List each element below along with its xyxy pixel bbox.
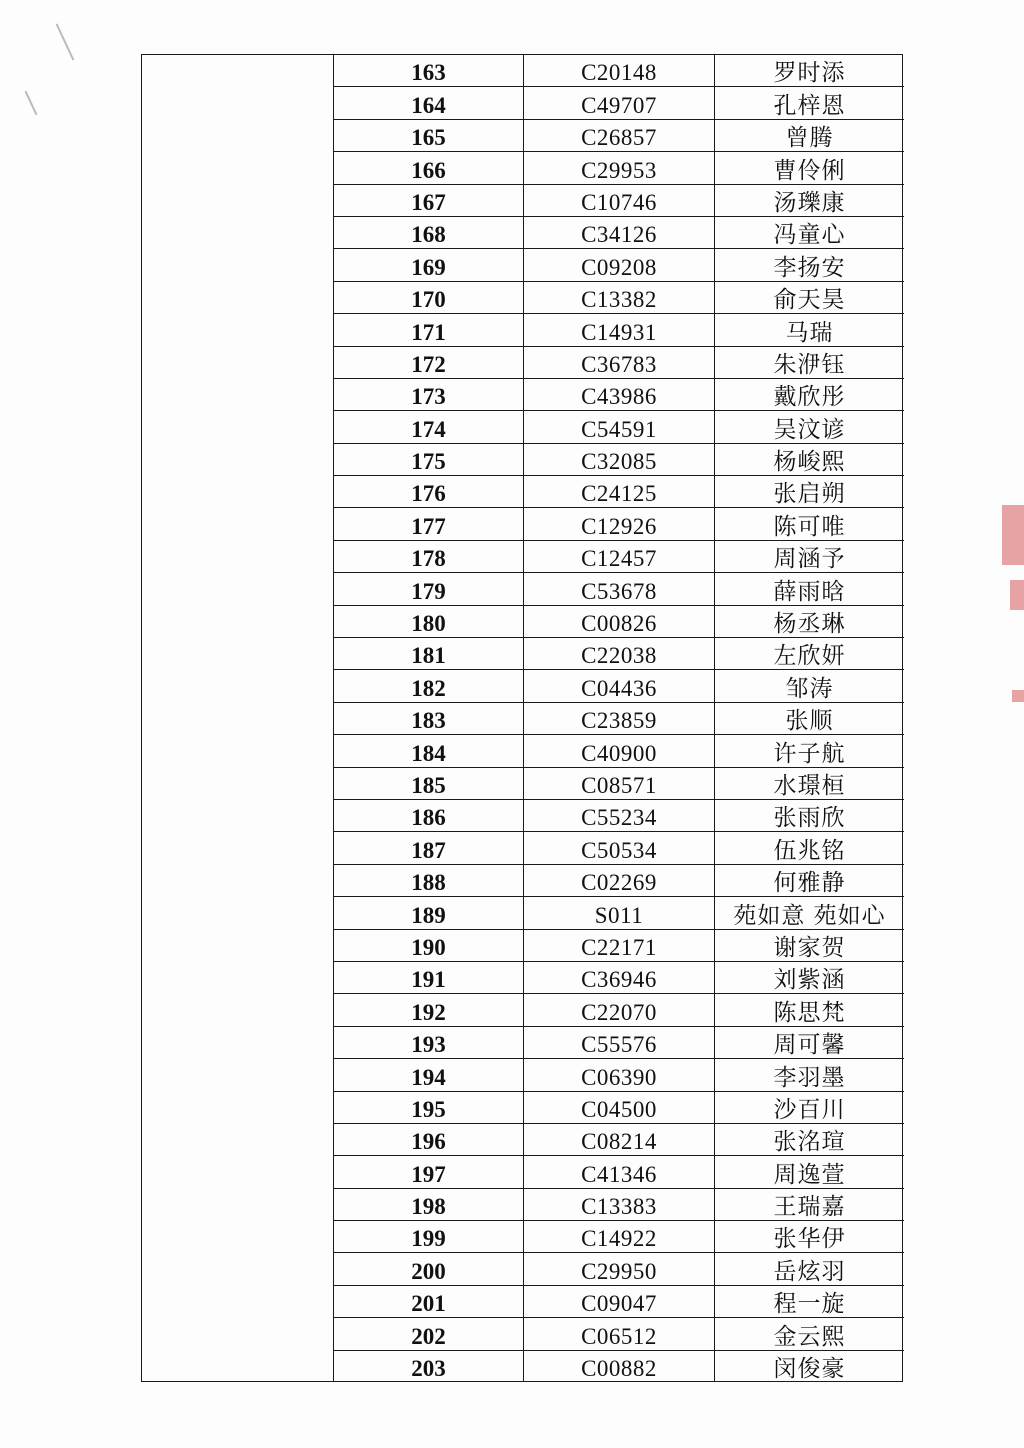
row-id: C55576 (524, 1026, 715, 1058)
table-row (334, 605, 904, 637)
row-id: C06390 (524, 1059, 715, 1091)
table-row (334, 1285, 904, 1317)
row-number: 177 (334, 508, 524, 540)
row-id: C22038 (524, 638, 715, 670)
seal-fragment (1012, 690, 1024, 702)
table-row (334, 961, 904, 993)
row-number: 176 (334, 476, 524, 508)
row-id: C40900 (524, 735, 715, 767)
table-row (334, 152, 904, 184)
row-id: C09047 (524, 1285, 715, 1317)
row-name: 何雅静 (715, 864, 905, 896)
row-id: C22171 (524, 929, 715, 961)
row-name: 薛雨晗 (715, 573, 905, 605)
table-row (334, 411, 904, 443)
row-name: 杨峻熙 (715, 443, 905, 475)
table-row (334, 314, 904, 346)
row-name: 俞天昊 (715, 281, 905, 313)
row-id: C23859 (524, 702, 715, 734)
row-id: C29950 (524, 1253, 715, 1285)
row-id: C09208 (524, 249, 715, 281)
table-row (334, 87, 904, 119)
table-row (334, 832, 904, 864)
row-number: 183 (334, 702, 524, 734)
row-number: 189 (334, 897, 524, 929)
table-row (334, 670, 904, 702)
seal-fragment (1002, 505, 1024, 565)
row-number: 166 (334, 152, 524, 184)
table-row (334, 799, 904, 831)
row-id: C12457 (524, 540, 715, 572)
table-row (334, 1156, 904, 1188)
table-row (334, 346, 904, 378)
row-number: 197 (334, 1156, 524, 1188)
table-row (334, 476, 904, 508)
row-name: 朱洢钰 (715, 346, 905, 378)
row-number: 173 (334, 378, 524, 410)
row-name: 许子航 (715, 735, 905, 767)
row-name: 周涵予 (715, 540, 905, 572)
row-id: C41346 (524, 1156, 715, 1188)
row-id: C36783 (524, 346, 715, 378)
row-id: C54591 (524, 411, 715, 443)
row-number: 198 (334, 1188, 524, 1220)
row-number: 187 (334, 832, 524, 864)
table-row (334, 767, 904, 799)
row-number: 200 (334, 1253, 524, 1285)
row-id: C29953 (524, 152, 715, 184)
row-id: C00826 (524, 605, 715, 637)
table-row (334, 184, 904, 216)
row-number: 165 (334, 119, 524, 151)
merged-category-cell (142, 55, 334, 1381)
table-row (334, 443, 904, 475)
row-number: 190 (334, 929, 524, 961)
row-name: 张启朔 (715, 476, 905, 508)
row-name: 邹涛 (715, 670, 905, 702)
table-row (334, 119, 904, 151)
row-name: 张顺 (715, 702, 905, 734)
row-id: C04436 (524, 670, 715, 702)
row-name: 马瑞 (715, 314, 905, 346)
table-row (334, 249, 904, 281)
row-name: 张雨欣 (715, 799, 905, 831)
row-number: 180 (334, 605, 524, 637)
row-id: C24125 (524, 476, 715, 508)
row-id: C14922 (524, 1221, 715, 1253)
row-name: 冯童心 (715, 216, 905, 248)
row-name: 汤瓅康 (715, 184, 905, 216)
row-number: 199 (334, 1221, 524, 1253)
scan-artifact (56, 23, 75, 60)
row-id: C02269 (524, 864, 715, 896)
table-row (334, 994, 904, 1026)
row-number: 191 (334, 961, 524, 993)
row-id: C13383 (524, 1188, 715, 1220)
row-number: 203 (334, 1350, 524, 1382)
row-number: 196 (334, 1123, 524, 1155)
row-number: 185 (334, 767, 524, 799)
row-name: 杨丞琳 (715, 605, 905, 637)
row-id: C36946 (524, 961, 715, 993)
row-id: C32085 (524, 443, 715, 475)
row-name: 李羽墨 (715, 1059, 905, 1091)
table-row (334, 864, 904, 896)
row-number: 194 (334, 1059, 524, 1091)
row-id: C13382 (524, 281, 715, 313)
table-row (334, 638, 904, 670)
row-number: 193 (334, 1026, 524, 1058)
table-row (334, 573, 904, 605)
row-name: 孔梓恩 (715, 87, 905, 119)
row-number: 195 (334, 1091, 524, 1123)
row-number: 192 (334, 994, 524, 1026)
row-name: 谢家贺 (715, 929, 905, 961)
row-id: C53678 (524, 573, 715, 605)
row-name: 李扬安 (715, 249, 905, 281)
row-number: 178 (334, 540, 524, 572)
table-row (334, 1318, 904, 1350)
row-id: S011 (524, 897, 715, 929)
row-number: 168 (334, 216, 524, 248)
row-name: 周逸萱 (715, 1156, 905, 1188)
table-row (334, 1350, 904, 1382)
row-name: 金云熙 (715, 1318, 905, 1350)
roster-table (141, 54, 903, 1382)
table-row (334, 735, 904, 767)
row-id: C34126 (524, 216, 715, 248)
row-id: C20148 (524, 55, 715, 87)
row-name: 左欣妍 (715, 638, 905, 670)
row-name: 刘紫涵 (715, 961, 905, 993)
row-id: C14931 (524, 314, 715, 346)
row-name: 周可馨 (715, 1026, 905, 1058)
row-name: 陈可唯 (715, 508, 905, 540)
row-name: 闵俊豪 (773, 1356, 846, 1383)
row-id: C43986 (524, 378, 715, 410)
seal-fragment (1010, 580, 1024, 610)
table-row (334, 1188, 904, 1220)
row-name: 程一旋 (715, 1285, 905, 1317)
row-id: C00882 (524, 1350, 715, 1382)
row-number: 171 (334, 314, 524, 346)
table-row (334, 378, 904, 410)
row-id: C26857 (524, 119, 715, 151)
row-name: 水璟桓 (715, 767, 905, 799)
row-name: 曾腾 (715, 119, 905, 151)
table-row (334, 1221, 904, 1253)
row-id: C06512 (524, 1318, 715, 1350)
row-number: 186 (334, 799, 524, 831)
scan-artifact (25, 91, 38, 115)
row-name: 苑如意 苑如心 (715, 897, 905, 929)
table-row (334, 508, 904, 540)
row-id: C55234 (524, 799, 715, 831)
row-number: 202 (334, 1318, 524, 1350)
table-row (334, 1059, 904, 1091)
row-number: 188 (334, 864, 524, 896)
row-id: C49707 (524, 87, 715, 119)
row-id: C04500 (524, 1091, 715, 1123)
row-number: 175 (334, 443, 524, 475)
table-row (334, 281, 904, 313)
row-number: 167 (334, 184, 524, 216)
row-number: 169 (334, 249, 524, 281)
table-row (334, 1123, 904, 1155)
table-row (334, 540, 904, 572)
row-name: 张洺瑄 (715, 1123, 905, 1155)
row-id: C50534 (524, 832, 715, 864)
row-name: 王瑞嘉 (715, 1188, 905, 1220)
table-row (334, 216, 904, 248)
row-number: 201 (334, 1285, 524, 1317)
row-number: 174 (334, 411, 524, 443)
row-id: C12926 (524, 508, 715, 540)
row-number: 163 (334, 55, 524, 87)
row-number: 179 (334, 573, 524, 605)
table-row (334, 1091, 904, 1123)
row-id: C10746 (524, 184, 715, 216)
row-name: 曹伶俐 (715, 152, 905, 184)
row-number: 172 (334, 346, 524, 378)
row-name: 岳炫羽 (715, 1253, 905, 1285)
row-name: 戴欣彤 (715, 378, 905, 410)
table-row (334, 929, 904, 961)
row-number: 170 (334, 281, 524, 313)
row-name: 陈思梵 (715, 994, 905, 1026)
table-row (334, 897, 904, 929)
row-number: 164 (334, 87, 524, 119)
row-name: 罗时添 (715, 55, 905, 87)
row-number: 181 (334, 638, 524, 670)
row-id: C08571 (524, 767, 715, 799)
table-row (334, 55, 904, 87)
table-row (334, 1253, 904, 1285)
row-id: C22070 (524, 994, 715, 1026)
row-id: C08214 (524, 1123, 715, 1155)
roster-rows (334, 55, 904, 1382)
row-name: 沙百川 (715, 1091, 905, 1123)
table-row (334, 702, 904, 734)
row-number: 184 (334, 735, 524, 767)
table-row (334, 1026, 904, 1058)
row-name: 张华伊 (715, 1221, 905, 1253)
row-name: 伍兆铭 (715, 832, 905, 864)
row-number: 182 (334, 670, 524, 702)
row-name: 吴汶谚 (715, 411, 905, 443)
